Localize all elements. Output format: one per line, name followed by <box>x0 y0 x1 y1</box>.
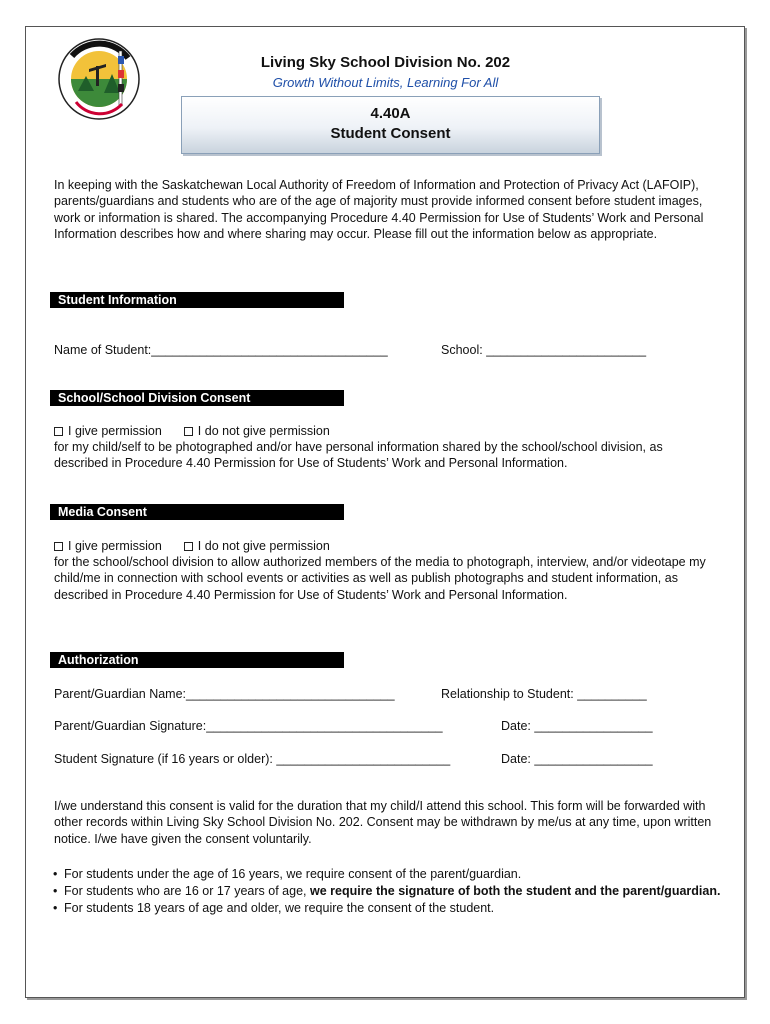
media-not-give-permission-option[interactable] <box>184 539 330 553</box>
section-authorization: Authorization <box>50 652 344 668</box>
relationship-row <box>441 686 647 702</box>
school-give-permission-option[interactable] <box>54 424 162 438</box>
school-consent-options <box>54 423 330 439</box>
student-signature-label: Student Signature (if 16 years or older): <box>54 752 273 766</box>
form-number: 4.40A <box>370 105 411 122</box>
guardian-date-row <box>501 718 653 734</box>
list-item <box>52 900 727 917</box>
student-name-label: Name of Student: <box>54 343 152 357</box>
intro-paragraph: In keeping with the Saskatchewan Local Authority of Freedom of Information and Protection of Privacy Act (LAFOIP), parents/guardians and students who are of the age of majority must provide informed consent before student images, work or information is shared. The accompanying Procedure 4.40 Permission for Use of Students’ Work and Personal Information describes how and where sharing may occur. Please fill out the information below as appropriate. <box>54 178 704 242</box>
school-not-give-permission-option[interactable] <box>184 424 330 438</box>
checkbox[interactable] <box>54 427 63 436</box>
school-consent-text: for my child/self to be photographed and/or have personal information shared by the school/school division, as described in Procedure 4.40 Permission for Use of Students’ Work and Personal Information. <box>54 440 663 471</box>
list-item-text: For students who are 16 or 17 years of age, <box>64 884 307 898</box>
student-name-row <box>54 342 388 358</box>
guardian-signature-label: Parent/Guardian Signature: <box>54 719 207 733</box>
checkbox[interactable] <box>184 427 193 436</box>
guardian-signature-field[interactable]: __________________________________ <box>206 719 443 733</box>
student-name-field[interactable]: __________________________________ <box>151 343 388 357</box>
date-label: Date: <box>501 719 531 733</box>
relationship-field[interactable]: __________ <box>577 687 647 701</box>
media-give-permission-option[interactable] <box>54 539 162 553</box>
list-item-emphasis: we require the signature of both the student and the parent/guardian. <box>309 884 721 898</box>
student-signature-field[interactable]: _________________________ <box>276 752 451 766</box>
option-label: I do not give permission <box>197 539 330 553</box>
date-label: Date: <box>501 752 531 766</box>
list-item <box>52 883 727 900</box>
relationship-label: Relationship to Student: <box>441 687 574 701</box>
student-signature-row <box>54 751 450 767</box>
checkbox[interactable] <box>184 542 193 551</box>
form-title-box <box>181 96 600 154</box>
guardian-name-label: Parent/Guardian Name: <box>54 687 187 701</box>
tagline: Growth Without Limits, Learning For All <box>272 75 499 90</box>
guardian-signature-row <box>54 718 443 734</box>
checkbox[interactable] <box>54 542 63 551</box>
option-label: I give permission <box>68 424 162 438</box>
list-item-text: For students under the age of 16 years, we require consent of the parent/guardian. <box>64 867 522 881</box>
section-school-consent: School/School Division Consent <box>50 390 344 406</box>
student-date-field[interactable]: _________________ <box>534 752 653 766</box>
guardian-date-field[interactable]: _________________ <box>534 719 653 733</box>
closing-paragraph: I/we understand this consent is valid for the duration that my child/I attend this school. This form will be forwarded with other records within Living Sky School Division No. 202. Consent may be withdrawn by me/us at any time, upon written notice. I/we have given the consent voluntarily. <box>54 799 712 846</box>
option-label: I do not give permission <box>197 424 330 438</box>
media-consent-text: for the school/school division to allow authorized members of the media to photograph, interview, and/or videotape my child/me in connection with school events or activities as well as publish photographs and student information, as described in Procedure 4.40 Permission for Use of Students’ Work and Personal Information. <box>54 555 706 602</box>
student-date-row <box>501 751 653 767</box>
section-media-consent: Media Consent <box>50 504 344 520</box>
section-student-information: Student Information <box>50 292 344 308</box>
school-division-logo <box>56 36 142 132</box>
school-row <box>441 342 646 358</box>
list-item-text: For students 18 years of age and older, we require the consent of the student. <box>64 901 495 915</box>
guardian-name-field[interactable]: ______________________________ <box>186 687 395 701</box>
school-label: School: <box>441 343 483 357</box>
form-title: Student Consent <box>330 125 451 142</box>
media-consent-options <box>54 538 330 554</box>
organization-name: Living Sky School Division No. 202 <box>260 54 511 71</box>
option-label: I give permission <box>68 539 162 553</box>
school-field[interactable]: _______________________ <box>486 343 647 357</box>
requirements-list <box>52 866 727 917</box>
list-item <box>52 866 727 883</box>
guardian-name-row <box>54 686 395 702</box>
